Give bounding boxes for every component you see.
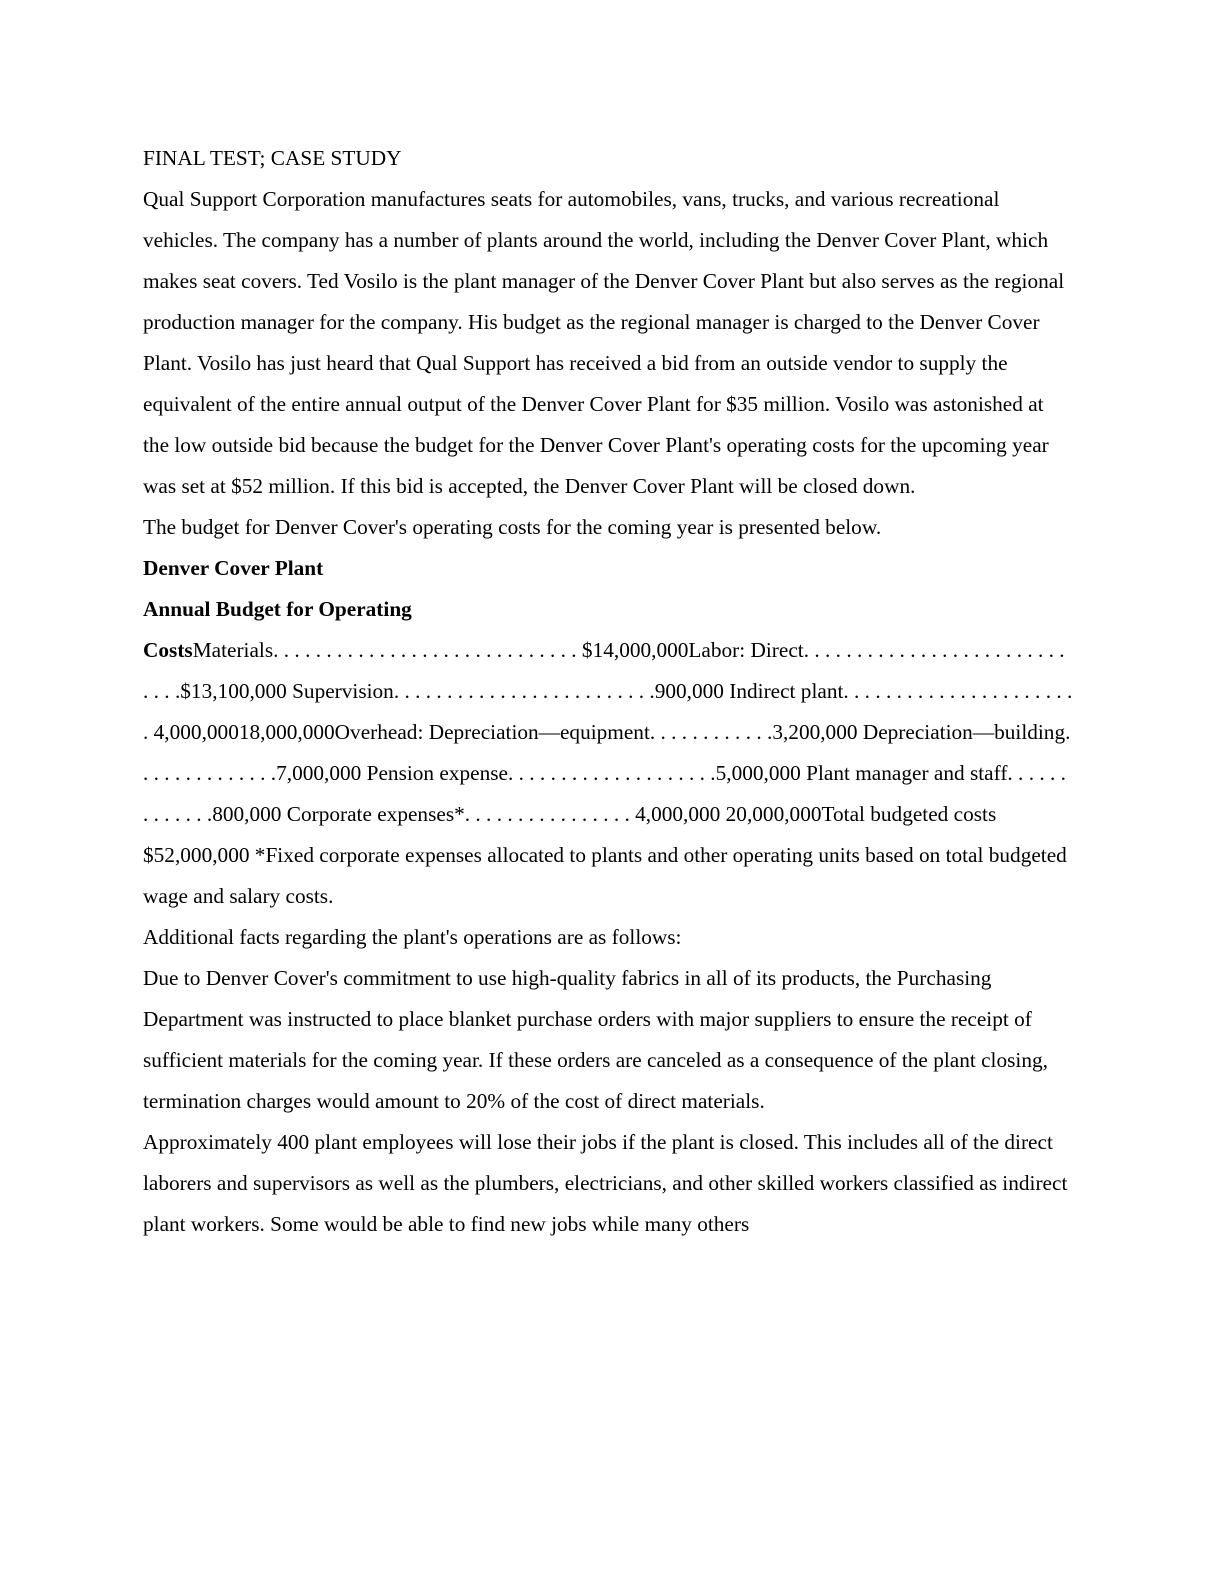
document-page [143,138,1073,1245]
additional-facts-lead: Additional facts regarding the plant's operations are as follows: [143,925,682,949]
budget-table-text [143,630,1073,917]
budget-heading-costs: Costs [143,638,193,662]
budget-lines: Materials. . . . . . . . . . . . . . . . . . . . . . . . . . . . . $14,000,000Labor: Direct. . . . . . . . . . . . . . . . . . . . . . . . . . . . .$13,100,000 Supervision. . . . . . . . . . . . . . . . . . . . . . . . .900,000 Indirect plant. . . . . . . . . . . . . . . . . . . . . . . 4,000,00018,000,000Overhead: Depreciation—equipment. . . . . . . . . . . .3,200,000 Depreciation—building. . . . . . . . . . . . . .7,000,000 Pension expense. . . . . . . . . . . . . . . . . . . .5,000,000 Plant manager and staff. . . . . . . . . . . . .800,000 Corporate expenses*. . . . . . . . . . . . . . . . 4,000,000 20,000,000Total budgeted costs $52,000,000 *Fixed corporate expenses allocated to plants and other operating units based on total budgeted wage and salary costs. [143,638,1073,908]
budget-heading-plant: Denver Cover Plant [143,556,324,580]
fact-employees-paragraph: Approximately 400 plant employees will lose their jobs if the plant is closed. This includes all of the direct laborers and supervisors as well as the plumbers, electricians, and other skilled workers classified as indirect plant workers. Some would be able to find new jobs while many others [143,1130,1068,1236]
document-title: FINAL TEST; CASE STUDY [143,146,402,170]
intro-paragraph: Qual Support Corporation manufactures seats for automobiles, vans, trucks, and various recreational vehicles. The company has a number of plants around the world, including the Denver Cover Plant, which makes seat covers. Ted Vosilo is the plant manager of the Denver Cover Plant but also serves as the regional production manager for the company. His budget as the regional manager is charged to the Denver Cover Plant. Vosilo has just heard that Qual Support has received a bid from an outside vendor to supply the equivalent of the entire annual output of the Denver Cover Plant for $35 million. Vosilo was astonished at the low outside bid because the budget for the Denver Cover Plant's operating costs for the upcoming year was set at $52 million. If this bid is accepted, the Denver Cover Plant will be closed down. [143,187,1065,498]
fact-materials-paragraph: Due to Denver Cover's commitment to use high-quality fabrics in all of its products, the Purchasing Department was instructed to place blanket purchase orders with major suppliers to ensure the receipt of sufficient materials for the coming year. If these orders are canceled as a consequence of the plant closing, termination charges would amount to 20% of the cost of direct materials. [143,966,1048,1113]
budget-lead-paragraph: The budget for Denver Cover's operating costs for the coming year is presented below. [143,515,882,539]
budget-heading-annual: Annual Budget for Operating [143,597,412,621]
